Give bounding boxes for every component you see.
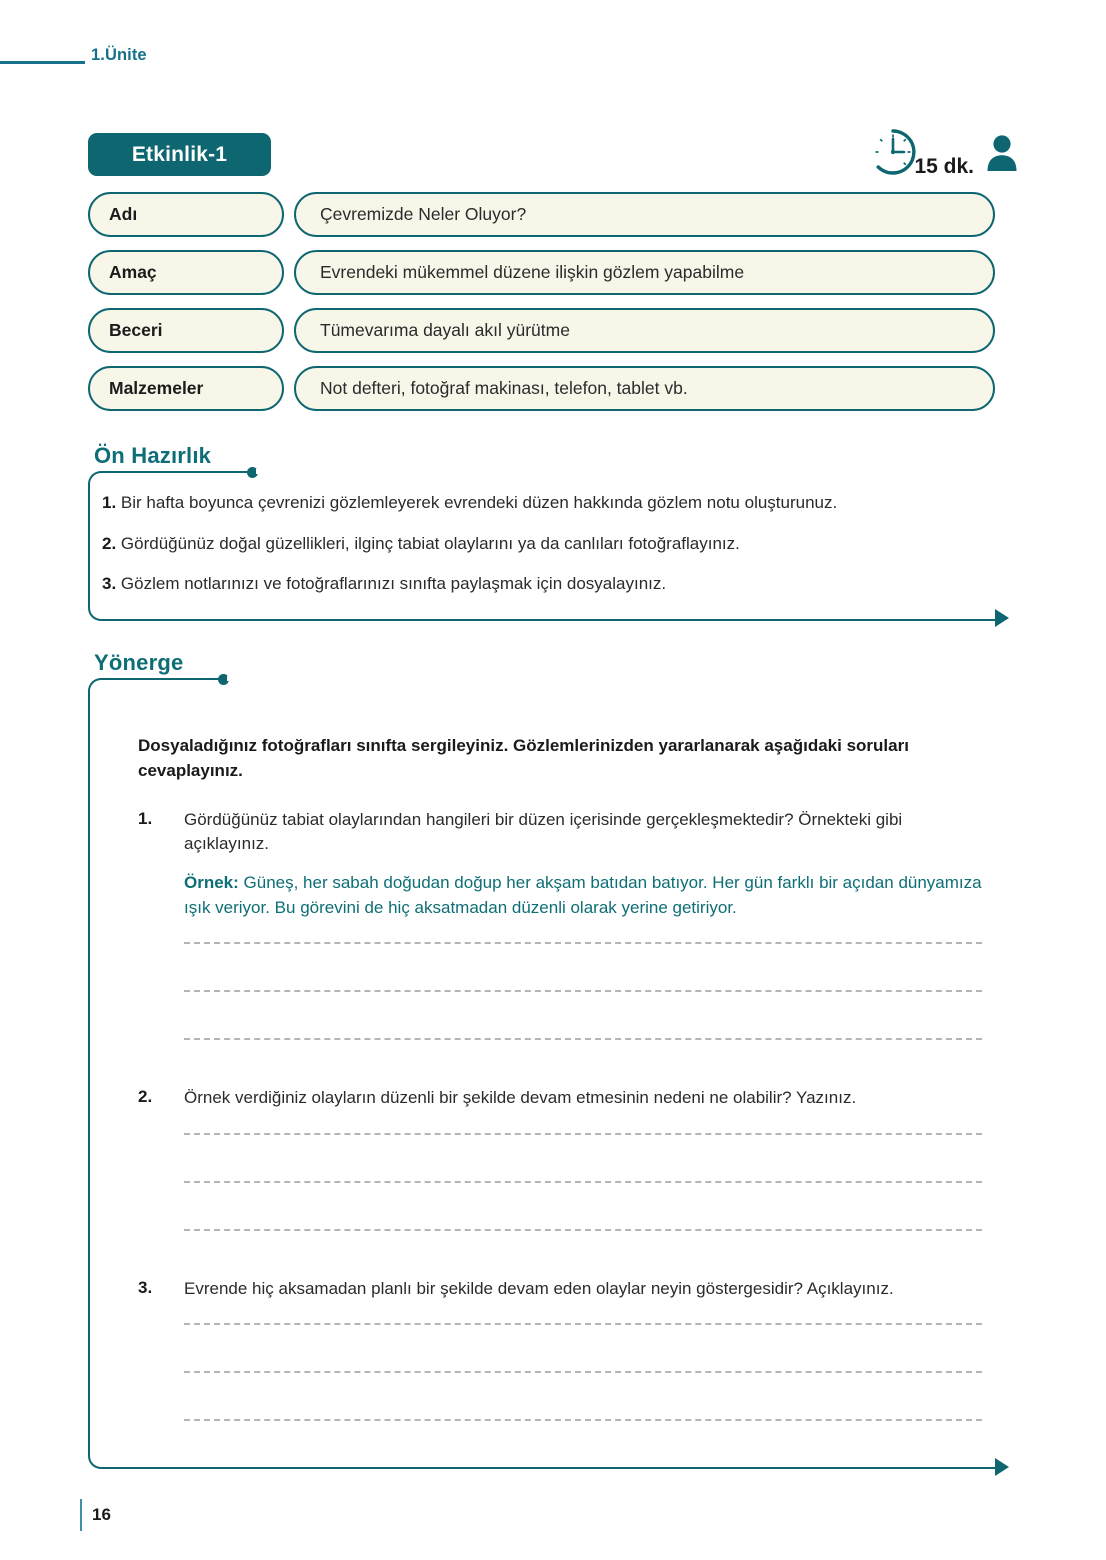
arrow-icon: [995, 609, 1009, 627]
info-label-text: Malzemeler: [109, 378, 204, 398]
page-header: [0, 38, 340, 72]
question-number: 1.: [138, 808, 153, 828]
question-number: 3.: [138, 1277, 153, 1297]
info-value-text: Tümevarıma dayalı akıl yürütme: [320, 320, 570, 340]
preparation-item-number: 1.: [102, 493, 117, 512]
preparation-list: [90, 491, 996, 597]
preparation-heading: Ön Hazırlık: [94, 443, 212, 468]
answer-line[interactable]: [184, 1419, 982, 1467]
info-value-adi: [294, 192, 995, 237]
info-label-text: Adı: [109, 204, 138, 224]
directive-intro: Dosyaladığınız fotoğrafları sınıfta sergileyiniz. Gözlemlerinizden yararlanarak aşağıdaki soruları cevaplayınız.: [138, 736, 909, 780]
activity-badge: [88, 133, 271, 176]
info-value-text: Evrendeki mükemmel düzene ilişkin gözlem yapabilme: [320, 262, 745, 282]
page-number-text: 16: [92, 1505, 111, 1524]
info-label-adi: [88, 192, 284, 237]
list-item: [102, 532, 996, 557]
example-text: Güneş, her sabah doğudan doğup her akşam batıdan batıyor. Her gün farklı bir açıdan dünyamıza ışık veriyor. Bu görevini de hiç aksatmadan düzenli olarak yerine getiriyor.: [184, 872, 982, 917]
info-value-text: Çevremizde Neler Oluyor?: [320, 204, 527, 224]
info-label-amac: [88, 250, 284, 295]
question-body: [184, 1277, 982, 1468]
question-number: 2.: [138, 1087, 153, 1107]
answer-line[interactable]: [184, 990, 982, 1038]
answer-line[interactable]: [184, 1229, 982, 1277]
answer-line[interactable]: [184, 942, 982, 990]
info-row: [88, 250, 995, 295]
question-body: [184, 1086, 982, 1277]
arrow-icon: [995, 1458, 1009, 1476]
info-value-text: Not defteri, fotoğraf makinası, telefon, tablet vb.: [320, 378, 688, 398]
info-value-amac: [294, 250, 995, 295]
directive-heading: Yönerge: [94, 650, 184, 675]
directive-section: [88, 650, 996, 1469]
preparation-item-text: Gözlem notlarınızı ve fotoğraflarınızı sınıfta paylaşmak için dosyalayınız.: [120, 574, 667, 594]
answer-line[interactable]: [184, 1038, 982, 1086]
preparation-bracket: [88, 471, 996, 621]
list-item: [102, 572, 996, 597]
question-item: [138, 808, 982, 1087]
directive-bracket: [88, 678, 996, 1469]
example-label: Örnek:: [184, 872, 239, 892]
answer-lines[interactable]: [184, 1323, 982, 1467]
question-item: [138, 1086, 982, 1277]
duration-label: 15 dk.: [914, 155, 974, 178]
list-item: [102, 491, 996, 516]
info-label-text: Amaç: [109, 262, 157, 282]
answer-line[interactable]: [184, 1323, 982, 1371]
info-row: [88, 308, 995, 353]
clock-icon: [868, 127, 918, 182]
info-row: [88, 192, 995, 237]
question-text: Evrende hiç aksamadan planlı bir şekilde devam eden olaylar neyin göstergesidir? Açıklayınız.: [184, 1278, 894, 1298]
preparation-item-text: Bir hafta boyunca çevrenizi gözlemleyerek evrendeki düzen hakkında gözlem notu oluşturunuz.: [120, 493, 838, 512]
directive-content: [90, 734, 996, 1467]
preparation-item-number: 2.: [102, 533, 117, 553]
activity-info-table: [88, 192, 995, 424]
question-body: [184, 808, 982, 1087]
info-value-malzemeler: [294, 366, 995, 411]
info-row: [88, 366, 995, 411]
info-label-beceri: [88, 308, 284, 353]
question-text: Örnek verdiğiniz olayların düzenli bir şekilde devam etmesinin nedeni ne olabilir? Yazınız.: [184, 1088, 857, 1108]
person-icon: [986, 134, 1018, 177]
answer-lines[interactable]: [184, 942, 982, 1086]
info-value-beceri: [294, 308, 995, 353]
question-example: [184, 871, 982, 920]
answer-line[interactable]: [184, 1133, 982, 1181]
question-text: Gördüğünüz tabiat olaylarından hangileri bir düzen içerisinde gerçekleşmektedir? Örnekteki gibi açıklayınız.: [184, 809, 903, 854]
header-rule: [0, 61, 85, 64]
unit-label: 1.Ünite: [91, 45, 147, 64]
answer-line[interactable]: [184, 1181, 982, 1229]
page-number-rule: [80, 1499, 82, 1531]
answer-line[interactable]: [184, 1371, 982, 1419]
preparation-item-text: Gördüğünüz doğal güzellikleri, ilginç tabiat olaylarını ya da canlıları fotoğraflayınız.: [120, 533, 740, 553]
page-number: [80, 1498, 111, 1532]
activity-meta: [868, 132, 1018, 180]
answer-lines[interactable]: [184, 1133, 982, 1277]
question-item: [138, 1277, 982, 1468]
info-label-text: Beceri: [109, 320, 163, 340]
preparation-item-number: 3.: [102, 574, 117, 594]
info-label-malzemeler: [88, 366, 284, 411]
preparation-section: [88, 443, 996, 621]
activity-badge-label: Etkinlik-1: [131, 142, 228, 166]
